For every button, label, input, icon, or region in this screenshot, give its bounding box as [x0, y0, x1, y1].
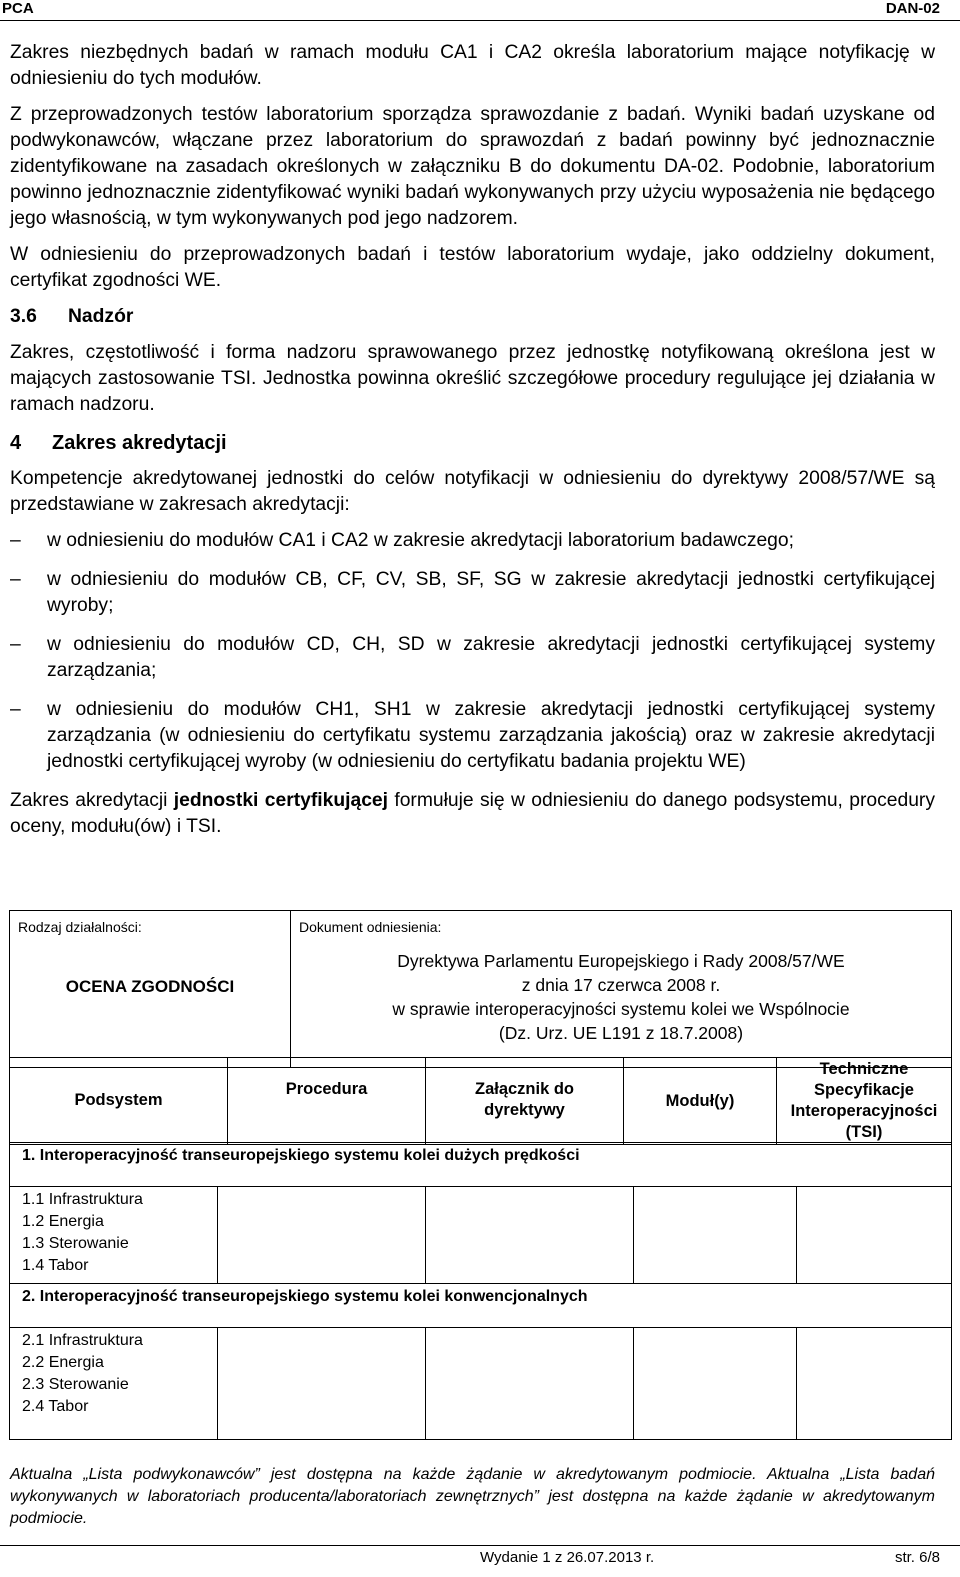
section-3-6-heading: [10, 304, 935, 330]
section-number: 4: [10, 432, 22, 454]
list-item: [10, 632, 935, 684]
table-cell: [218, 1187, 426, 1284]
page-number: str. 6/8: [894, 1549, 940, 1566]
dash-bullet: –: [10, 634, 21, 655]
list-item-text: w odniesieniu do modułów CB, CF, CV, SB, SF, SG w zakresie akredytacji jednostki certyfikującej wyroby;: [47, 569, 935, 616]
paragraph-scope: Zakres niezbędnych badań w ramach modułu CA1 i CA2 określa laboratorium mające notyfikację w odniesieniu do tych modułów.: [10, 42, 935, 89]
dash-bullet: –: [10, 699, 21, 720]
reference-document-line: z dnia 17 czerwca 2008 r.: [521, 975, 721, 995]
table-cell: [797, 1328, 952, 1440]
column-header-text: Techniczne Specyfikacje Interoperacyjności (TSI): [790, 1060, 938, 1141]
list-item: [10, 528, 935, 554]
list-item-text: w odniesieniu do modułów CD, CH, SD w zakresie akredytacji jednostki certyfikującej systemy zarządzania;: [47, 634, 935, 681]
table-row: 1.4 Tabor: [22, 1257, 89, 1274]
table-row: 2.4 Tabor: [22, 1398, 89, 1415]
list-item: [10, 697, 935, 775]
reference-document-cell: [291, 911, 952, 1068]
column-header-modul: [624, 1058, 777, 1145]
paragraph-report: Z przeprowadzonych testów laboratorium sporządza sprawozdanie z badań. Wyniki badań uzyskane od podwykonawców, włączane przez laboratorium do sprawozdań z badań powinny być jednoznacznie zidentyfikowane na zasadach określonych w załączniku B do dokumentu DA-02. Podobnie, laboratorium powinno jednoznacznie zidentyfikować wyniki badań wykonywanych przy użyciu wyposażenia nie będącego jego własnością, w tym wykonywanych pod jego nadzorem.: [10, 104, 935, 229]
table-section-title: 2. Interoperacyjność transeuropejskiego systemu kolei konwencjonalnych: [10, 1284, 952, 1328]
table-row: 1.3 Sterowanie: [22, 1235, 129, 1252]
column-header-text: Moduł(y): [665, 1092, 735, 1110]
list-item: [10, 567, 935, 619]
subsystem-list: [10, 1187, 218, 1284]
section-4-closing: [10, 788, 935, 840]
activity-type-cell: [10, 911, 291, 1068]
document-body: [10, 40, 935, 850]
subsystem-list: [10, 1328, 218, 1440]
footnote: Aktualna „Lista podwykonawców” jest dostępna na każde żądanie w akredytowanym podmiocie. Aktualna „Lista badań wykonywanych w laboratoriach producenta/laboratoriach zewnętrznych” jest dostępna na każde żądanie w akredytowanym podmiocie.: [10, 1466, 935, 1527]
reference-document-value: [291, 935, 951, 1045]
reference-document-line: Dyrektywa Parlamentu Europejskiego i Rady 2008/57/WE: [397, 951, 845, 971]
paragraph-certificate: W odniesieniu do przeprowadzonych badań i testów laboratorium wydaje, jako oddzielny dokument, certyfikat zgodności WE.: [10, 244, 935, 291]
header-org: PCA: [2, 0, 34, 17]
section-4-intro: Kompetencje akredytowanej jednostki do celów notyfikacji w odniesieniu do dyrektywy 2008/57/WE są przedstawiane w zakresach akredytacji:: [10, 468, 935, 515]
section-title: Zakres akredytacji: [52, 432, 227, 454]
list-item-text: w odniesieniu do modułów CH1, SH1 w zakresie akredytacji jednostki certyfikującej systemy zarządzania (w odniesieniu do certyfikatu systemu zarządzania jakością) oraz w zakresie akredytacji jednostki certyfikującej wyroby (w odniesieniu do certyfikatu badania projektu WE): [47, 699, 935, 772]
table-cell: [634, 1187, 797, 1284]
list-item-text: w odniesieniu do modułów CA1 i CA2 w zakresie akredytacji laboratorium badawczego;: [47, 530, 794, 551]
column-header-podsystem: [10, 1058, 228, 1145]
table-row: 2.2 Energia: [22, 1354, 104, 1371]
edition-info: Wydanie 1 z 26.07.2013 r.: [480, 1549, 655, 1566]
column-header-tsi: [777, 1058, 952, 1145]
subsystem-table: [9, 1142, 952, 1440]
closing-text: formułuje się w odniesieniu do danego podsystemu, procedury oceny, modułu(ów) i TSI.: [10, 790, 935, 837]
page-footer: [0, 1545, 960, 1577]
page-header: [0, 0, 960, 21]
activity-type-label: Rodzaj działalności:: [18, 919, 142, 935]
reference-document-line: w sprawie interoperacyjności systemu kolei we Wspólnocie: [392, 999, 850, 1019]
column-header-zalacznik: [426, 1058, 624, 1145]
closing-text: Zakres akredytacji: [10, 790, 174, 811]
section-3-6-text: Zakres, częstotliwość i forma nadzoru sprawowanego przez jednostkę notyfikowaną określona jest w mających zastosowanie TSI. Jednostka powinna określić szczegółowe procedury regulujące jej działania w ramach nadzoru.: [10, 342, 935, 415]
column-header-procedura: [228, 1058, 426, 1145]
dash-bullet: –: [10, 530, 21, 551]
column-header-text: Podsystem: [74, 1091, 163, 1109]
accreditation-header-table: [9, 910, 952, 1068]
reference-document-line: (Dz. Urz. UE L191 z 18.7.2008): [498, 1023, 744, 1043]
section-title: Nadzór: [68, 306, 134, 327]
section-number: 3.6: [10, 306, 37, 327]
table-section-title: 1. Interoperacyjność transeuropejskiego systemu kolei dużych prędkości: [10, 1143, 952, 1187]
table-cell: [426, 1328, 634, 1440]
table-row: 1.1 Infrastruktura: [22, 1191, 143, 1208]
table-cell: [634, 1328, 797, 1440]
closing-bold-text: jednostki certyfikującej: [173, 790, 388, 811]
table-cell: [218, 1328, 426, 1440]
table-row: 1.2 Energia: [22, 1213, 104, 1230]
dash-bullet: –: [10, 569, 21, 590]
table-cell: [797, 1187, 952, 1284]
column-header-text: Procedura: [285, 1080, 368, 1098]
table-row: 2.1 Infrastruktura: [22, 1332, 143, 1349]
column-header-text: Załącznik do dyrektywy: [474, 1080, 575, 1119]
activity-type-value: OCENA ZGODNOŚCI: [65, 977, 235, 996]
reference-document-label: Dokument odniesienia:: [299, 919, 442, 935]
column-header-table: [9, 1057, 952, 1145]
table-cell: [426, 1187, 634, 1284]
header-doc-id: DAN-02: [885, 0, 940, 17]
table-row: 2.3 Sterowanie: [22, 1376, 129, 1393]
section-4-heading: [10, 430, 935, 456]
